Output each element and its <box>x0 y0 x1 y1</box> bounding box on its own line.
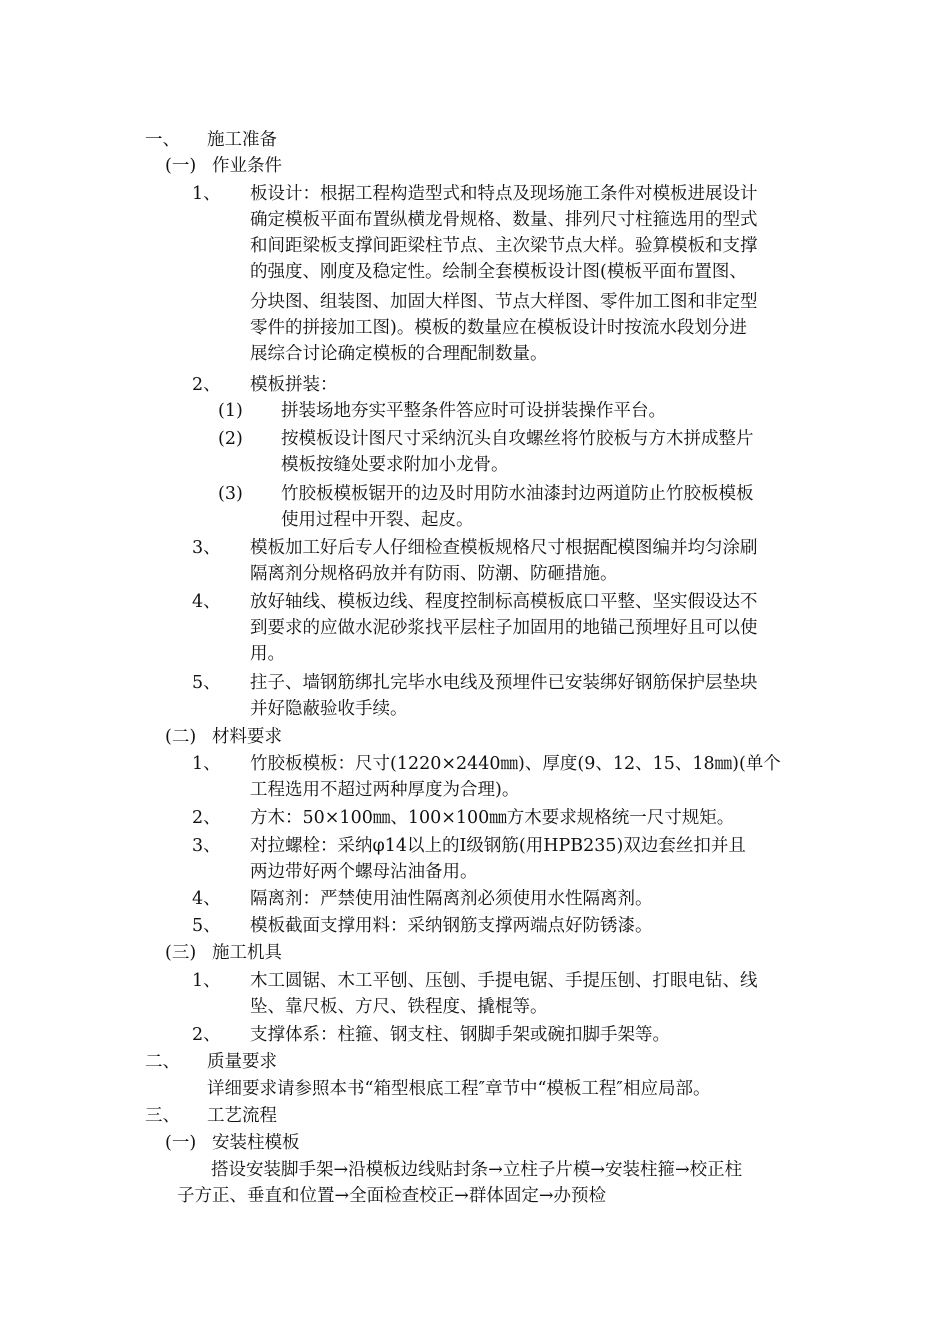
paragraph-line: 分块图、组装图、加固大样图、节点大样图、零件加工图和非定型 <box>250 292 758 312</box>
paragraph-line: 搭设安装脚手架→沿模板边线贴封条→立柱子片模→安装柱箍→校正柱 <box>211 1160 743 1180</box>
section-number: 一、 <box>145 130 180 150</box>
subsection-number: (三) <box>165 943 197 963</box>
item-number: 2、 <box>192 375 221 395</box>
paragraph-line: 拼装场地夯实平整条件答应时可设拼装操作平台。 <box>281 401 666 421</box>
paragraph-line: 两边带好两个螺母沾油备用。 <box>250 862 478 882</box>
item-number: 4、 <box>192 889 221 909</box>
item-number: 1、 <box>192 754 221 774</box>
item-number: 2、 <box>192 1025 221 1045</box>
subsection-heading: 作业条件 <box>212 156 282 176</box>
paragraph-line: 模板按缝处要求附加小龙骨。 <box>281 455 509 475</box>
paragraph-line: 板设计：根据工程构造型式和特点及现场施工条件对模板进展设计 <box>250 184 758 204</box>
subsection-heading: 施工机具 <box>212 943 282 963</box>
subsection-heading: 安装柱模板 <box>212 1133 300 1153</box>
subitem-number: (3) <box>218 484 243 504</box>
paragraph-line: 坠、靠尺板、方尺、铁程度、撬棍等。 <box>250 997 548 1017</box>
paragraph-line: 确定模板平面布置纵横龙骨规格、数量、排列尺寸柱箍选用的型式 <box>250 210 758 230</box>
paragraph-line: 模板截面支撑用料：采纳钢筋支撑两端点好防锈漆。 <box>250 916 653 936</box>
item-number: 3、 <box>192 538 221 558</box>
item-number: 5、 <box>192 916 221 936</box>
subsection-number: (一) <box>165 1133 197 1153</box>
paragraph-line: 工程选用不超过两种厚度为合理)。 <box>250 780 520 800</box>
paragraph-line: 展综合讨论确定模板的合理配制数量。 <box>250 344 548 364</box>
paragraph-line: 对拉螺栓：采纳φ14以上的Ⅰ级钢筋(用HPB235)双边套丝扣并且 <box>250 836 746 856</box>
paragraph-line: 放好轴线、模板边线、程度控制标高模板底口平整、坚实假设达不 <box>250 592 758 612</box>
paragraph-line: 方木：50×100㎜、100×100㎜方木要求规格统一尺寸规矩。 <box>250 808 735 828</box>
paragraph-line: 模板拼装： <box>250 375 338 395</box>
paragraph-line: 隔离剂分规格码放并有防雨、防潮、防砸措施。 <box>250 564 618 584</box>
section-number: 二、 <box>145 1052 180 1072</box>
item-number: 2、 <box>192 808 221 828</box>
paragraph-line: 竹胶板模板：尺寸(1220×2440㎜)、厚度(9、12、15、18㎜)(单个 <box>250 754 781 774</box>
subitem-number: (2) <box>218 429 243 449</box>
paragraph-line: 和间距梁板支撑间距梁柱节点、主次梁节点大样。验算模板和支撑 <box>250 236 758 256</box>
subsection-heading: 材料要求 <box>212 727 282 747</box>
paragraph-line: 使用过程中开裂、起皮。 <box>281 510 474 530</box>
paragraph-line: 支撑体系：柱箍、钢支柱、钢脚手架或碗扣脚手架等。 <box>250 1025 670 1045</box>
paragraph-line: 隔离剂：严禁使用油性隔离剂必须使用水性隔离剂。 <box>250 889 653 909</box>
paragraph-line: 模板加工好后专人仔细检查模板规格尺寸根据配模图编并均匀涂刷 <box>250 538 758 558</box>
paragraph-line: 零件的拼接加工图)。模板的数量应在模板设计时按流水段划分进 <box>250 318 747 338</box>
paragraph-line: 子方正、垂直和位置→全面检查校正→群体固定→办预检 <box>177 1186 606 1206</box>
subsection-number: (二) <box>165 727 197 747</box>
item-number: 3、 <box>192 836 221 856</box>
section-heading: 质量要求 <box>207 1052 277 1072</box>
paragraph-line: 按模板设计图尺寸采纳沉头自攻螺丝将竹胶板与方木拼成整片 <box>281 429 754 449</box>
paragraph-line: 到要求的应做水泥砂浆找平层柱子加固用的地锚己预埋好且可以使 <box>250 618 758 638</box>
subitem-number: (1) <box>218 401 243 421</box>
item-number: 1、 <box>192 971 221 991</box>
subsection-number: (一) <box>165 156 197 176</box>
section-heading: 施工准备 <box>207 130 277 150</box>
paragraph-line: 木工圆锯、木工平刨、压刨、手提电锯、手提压刨、打眼电钻、线 <box>250 971 758 991</box>
section-heading: 工艺流程 <box>207 1106 277 1126</box>
paragraph-line: 竹胶板模板锯开的边及时用防水油漆封边两道防止竹胶板模板 <box>281 484 754 504</box>
section-number: 三、 <box>145 1106 180 1126</box>
item-number: 5、 <box>192 673 221 693</box>
paragraph-line: 详细要求请参照本书“箱型根底工程″章节中“模板工程″相应局部。 <box>207 1079 711 1099</box>
item-number: 4、 <box>192 592 221 612</box>
paragraph-line: 并好隐蔽验收手续。 <box>250 699 408 719</box>
paragraph-line: 用。 <box>250 644 285 664</box>
paragraph-line: 拄子、墙钢筋绑扎完毕水电线及预埋件已安装绑好钢筋保护层垫块 <box>250 673 758 693</box>
paragraph-line: 的强度、刚度及稳定性。绘制全套模板设计图(模板平面布置图、 <box>250 262 747 282</box>
item-number: 1、 <box>192 184 221 204</box>
